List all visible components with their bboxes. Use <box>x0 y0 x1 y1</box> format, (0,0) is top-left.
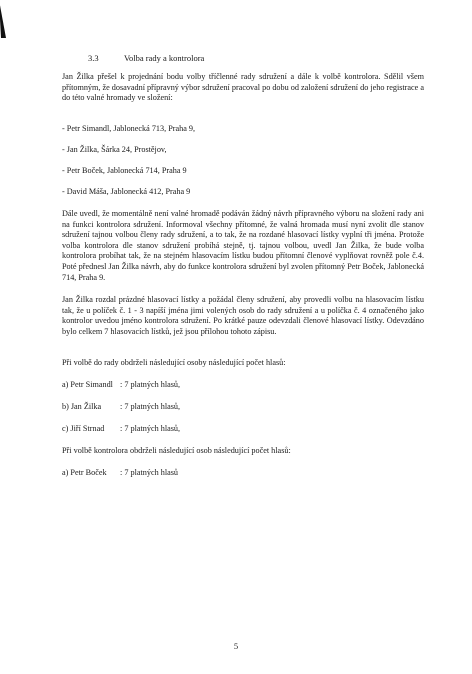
controller-vote-row <box>62 468 178 477</box>
vote-count: : 7 platných hlasů <box>120 468 179 477</box>
council-vote-row <box>62 380 180 389</box>
section-title: Volba rady a kontrolora <box>123 53 205 63</box>
candidate-name: c) Jiří Strnad <box>62 424 105 433</box>
member-line: - Petr Simandl, Jablonecká 713, Praha 9, <box>62 124 196 133</box>
candidate-name: a) Petr Boček <box>62 468 107 477</box>
scan-edge-mark <box>0 0 6 38</box>
section-number: 3.3 <box>88 53 99 63</box>
vote-count: : 7 platných hlasů, <box>120 424 181 433</box>
member-line: - Jan Žilka, Šárka 24, Prostějov, <box>62 145 167 154</box>
council-votes-intro: Při volbě do rady obdrželi následující osoby následující počet hlasů: <box>62 358 286 367</box>
procedure-paragraph: Dále uvedl, že momentálně není valné hromadě podáván žádný návrh přípravného výboru na složení rady ani na funkci kontrolora sdružení. Informoval všechny přítomné, že valná hromada musí nyní zvolit dle stanov sdružení tajnou volbou členy rady sdružení, a to tak, že na rozdané hlasovací lístky vyplní tři jména. Protože volba kontrolora dle stanov sdružení probíhá stejně, tj. tajnou volbou, uvedl Jan Žilka, že bude volba kontrolora probíhat tak, že na stejném hlasovacím lístku budou přítomní členové vyplňovat rovněž pole č.4. Poté přednesl Jan Žilka návrh, aby do funkce kontrolora sdružení byl zvolen přítomný Petr Boček, Jablonecká 714, Praha 9. <box>62 209 424 282</box>
council-vote-row <box>62 402 180 411</box>
intro-paragraph: Jan Žilka přešel k projednání bodu volby tříčlenné rady sdružení a dále k volbě kontrolora. Sdělil všem přítomným, že dosavadní přípravný výbor sdružení pracoval po dobu od založení sdružení do jeho registrace a do této valné hromady ve složení: <box>62 72 424 103</box>
member-line: - Petr Boček, Jablonecká 714, Praha 9 <box>62 166 187 175</box>
council-vote-row <box>62 424 180 433</box>
section-heading <box>88 53 204 63</box>
controller-votes-intro: Při volbě kontrolora obdrželi následující osob následující počet hlasů: <box>62 446 291 455</box>
member-line: - David Máša, Jablonecká 412, Praha 9 <box>62 187 191 196</box>
vote-count: : 7 platných hlasů, <box>120 380 181 389</box>
ballot-paragraph: Jan Žilka rozdal prázdné hlasovací lístky a požádal členy sdružení, aby provedli volbu na hlasovacím lístku tak, že u políček č. 1 - 3 napíší jména jimi volených osob do rady sdružení a u políčka č. 4 označeného jako kontrolor uvedou jméno kontrolora sdružení. Po krátké pauze odevzdali členové hlasovací lístky. Odevzdáno bylo celkem 7 hlasovacích lístků, jež jsou přílohou tohoto zápisu. <box>62 295 424 336</box>
vote-count: : 7 platných hlasů, <box>120 402 181 411</box>
candidate-name: b) Jan Žilka <box>62 402 102 411</box>
candidate-name: a) Petr Simandl <box>62 380 113 389</box>
page-number: 5 <box>233 641 239 651</box>
